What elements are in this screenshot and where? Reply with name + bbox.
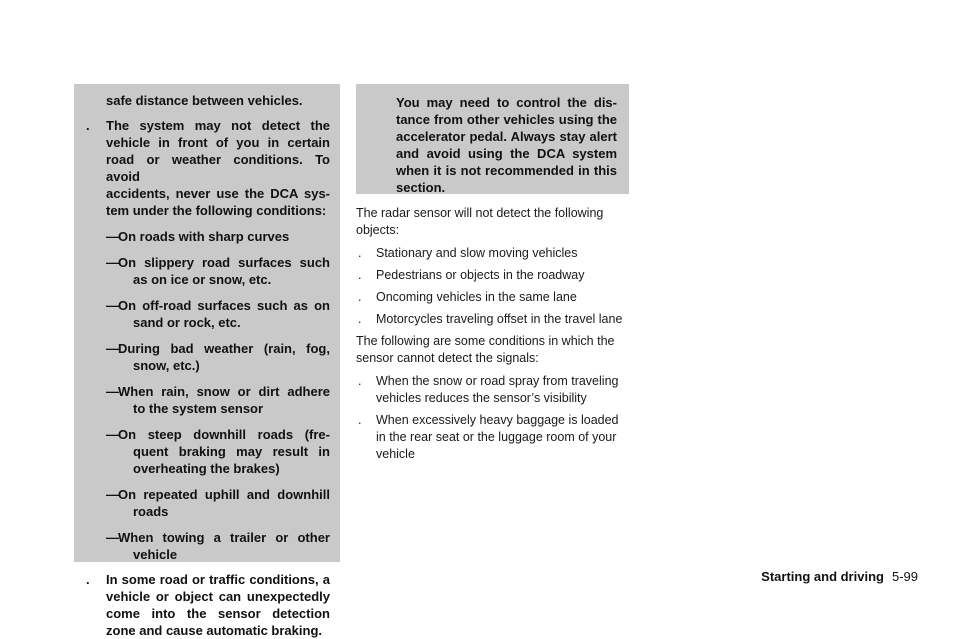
warning-bullet-1: . The system may not detect the vehicle in front of you in certain road or weather conditions. To avoid accidents, never use the DCA sys- tem under the following conditions: [86, 118, 330, 218]
condition-item: — When towing a trailer or other vehicle [106, 530, 330, 562]
condition-item: — On off-road surfaces such as on sand or rock, etc. [106, 298, 330, 330]
list-item: . Motorcycles traveling offset in the travel lane [358, 312, 623, 326]
list-item: . Oncoming vehicles in the same lane [358, 290, 577, 304]
condition-item: — On roads with sharp curves [106, 229, 290, 244]
page-number: 5-99 [891, 569, 918, 584]
warning-box-right: You may need to control the dis- tance from other vehicles using the accelerator pedal. Always stay alert and avoid using the DCA system when it is not recommended in this section. [356, 84, 629, 194]
condition-item: — During bad weather (rain, fog, snow, etc.) [106, 341, 330, 373]
list-item: . Pedestrians or objects in the roadway [358, 268, 585, 282]
list-item: . When excessively heavy baggage is loaded in the rear seat or the luggage room of your vehicle [358, 413, 619, 461]
section-title: Starting and driving [761, 569, 884, 584]
list-item: . When the snow or road spray from traveling vehicles reduces the sensor’s visibility [358, 374, 619, 405]
page-footer [761, 569, 918, 584]
bullet-marker: . [86, 118, 90, 133]
paragraph-radar-objects: The radar sensor will not detect the following objects: [356, 206, 604, 237]
condition-item: — On slippery road surfaces such as on ice or snow, etc. [106, 255, 330, 287]
warning-bullet-2: . In some road or traffic conditions, a vehicle or object can unexpectedly come into the sensor detection zone and cause automatic braking. [86, 572, 330, 638]
condition-item: — When rain, snow or dirt adhere to the system sensor [106, 384, 330, 416]
warning-lead-line: safe distance between vehicles. [106, 93, 303, 108]
warning-box-left [74, 84, 340, 638]
condition-item: — On repeated uphill and downhill roads [106, 487, 330, 519]
list-item: . Stationary and slow moving vehicles [358, 246, 578, 260]
condition-item: — On steep downhill roads (fre- quent braking may result in overheating the brakes) [106, 427, 330, 476]
paragraph-signal-conditions: The following are some conditions in which the sensor cannot detect the signals: [356, 334, 615, 365]
bullet-marker: . [86, 572, 90, 587]
body-text-column [356, 205, 629, 468]
